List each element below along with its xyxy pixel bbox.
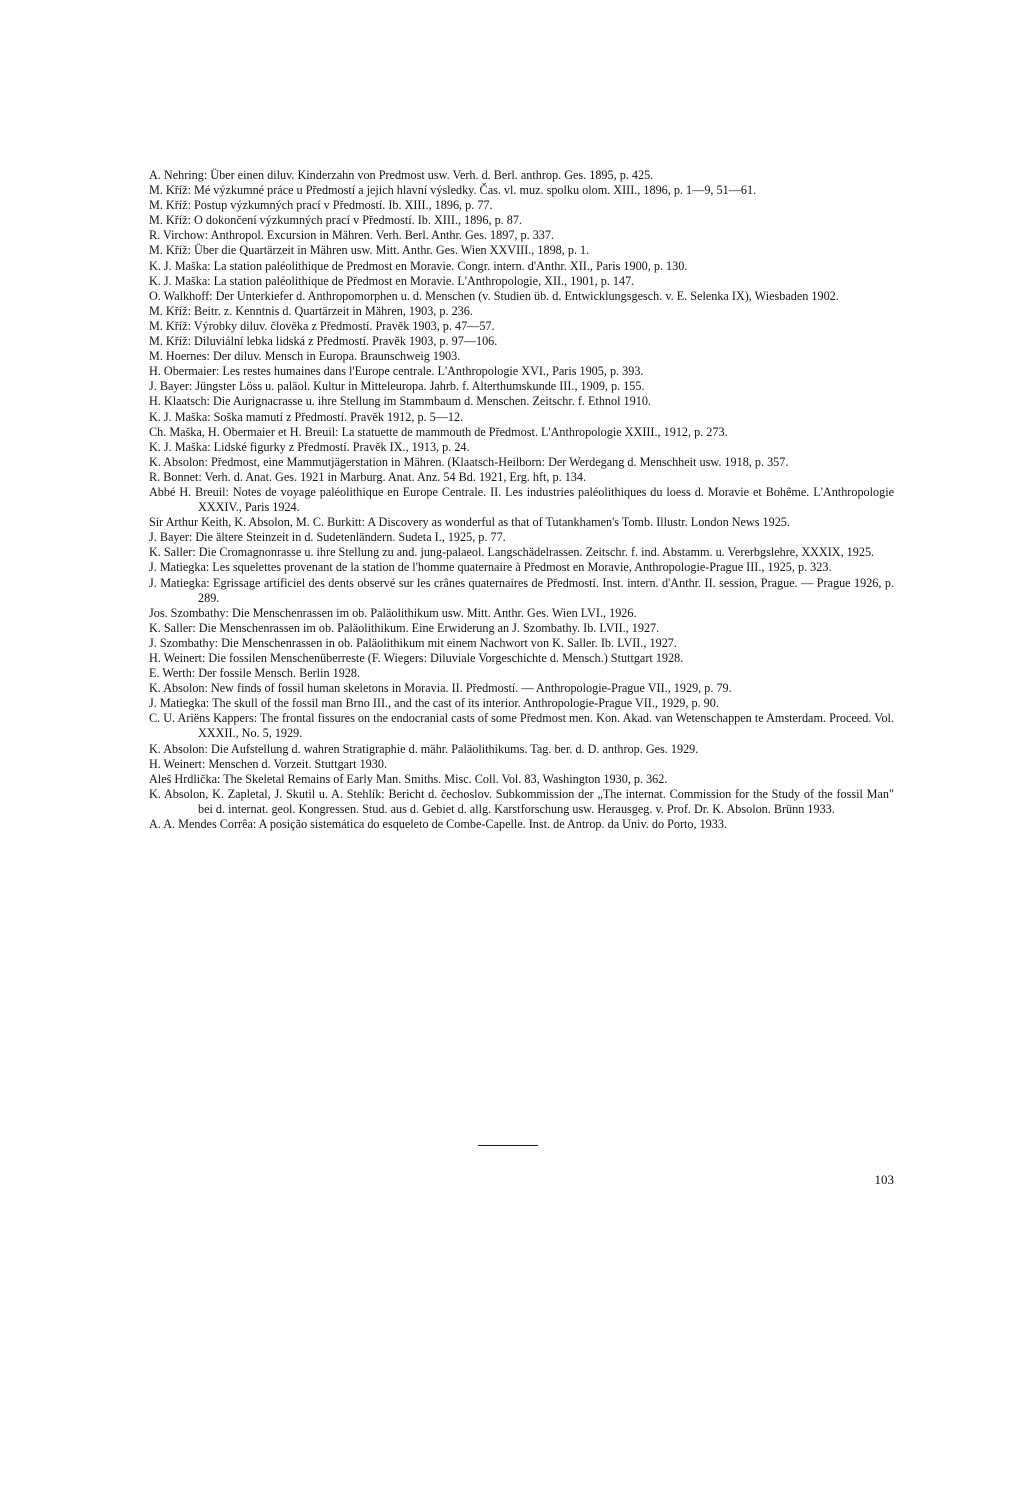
bibliography-entry-text: C. U. Ariëns Kappers: The frontal fissures on the endocranial casts of some Předmost men. Kon. Akad. van Wetenschappen te Amsterdam. Proceed. Vol. XXXII., No. 5, 1929. — [149, 711, 894, 741]
bibliography-entry-text: K. J. Maška: Soška mamutí z Předmostí. Pravěk 1912, p. 5—12. — [149, 409, 464, 424]
bibliography-entry — [149, 425, 894, 440]
bibliography-entry — [149, 349, 894, 364]
bibliography-entry-text: M. Kříž: Mé výzkumné práce u Předmostí a jejich hlavní výsledky. Čas. vl. muz. spolku olom. XIII., 1896, p. 1—9, 51—61. — [149, 183, 757, 198]
bibliography-entry — [149, 681, 894, 696]
bibliography-entry-text: O. Walkhoff: Der Unterkiefer d. Anthropomorphen u. d. Menschen (v. Studien üb. d. Entwicklungsgesch. v. E. Selenka IX), Wiesbaden 1902. — [149, 288, 839, 303]
bibliography-entry — [149, 515, 894, 530]
bibliography-entry-text: K. Saller: Die Menschenrassen im ob. Paläolithikum. Eine Erwiderung an J. Szombathy. Ib. LVII., 1927. — [149, 620, 660, 635]
bibliography-entry-text: J. Matiegka: Les squelettes provenant de la station de l'homme quaternaire à Předmost en Moravie, Anthropologie-Prague III., 1925, p. 323. — [149, 560, 832, 575]
bibliography-entry — [149, 470, 894, 485]
bibliography-entry-text: M. Kříž: O dokončení výzkumných prací v Předmostí. Ib. XIII., 1896, p. 87. — [149, 213, 523, 228]
bibliography-entry-text: K. Absolon: New finds of fossil human skeletons in Moravia. II. Předmostí. — Anthropologie-Prague VII., 1929, p. 79. — [149, 681, 732, 696]
end-rule — [478, 1145, 538, 1146]
bibliography-entry — [149, 364, 894, 379]
bibliography-entry — [149, 183, 894, 198]
bibliography-entry-text: K. Absolon, K. Zapletal, J. Skutil u. A. Stehlík: Bericht d. čechoslov. Subkommission der „The internat. Commission for the Study of the fossil Man" bei d. internat. geol. Kongressen. Stud. aus d. Gebiet d. allg. Karstforschung usw. Herausgeg. v. Prof. Dr. K. Absolon. Brünn 1933. — [149, 786, 894, 816]
bibliography-entry — [149, 410, 894, 425]
bibliography-entry-text: J. Bayer: Jüngster Löss u. paläol. Kultur in Mitteleuropa. Jahrb. f. Alterthumskunde III., 1909, p. 155. — [149, 379, 645, 394]
bibliography-entry-text: M. Kříž: Diluviální lebka lidská z Předmostí. Pravěk 1903, p. 97—106. — [149, 334, 498, 349]
bibliography-entry-text: J. Matiegka: The skull of the fossil man Brno III., and the cast of its interior. Anthropologie-Prague VII., 1929, p. 90. — [149, 696, 719, 711]
bibliography-entry — [149, 274, 894, 289]
bibliography-entry — [149, 289, 894, 304]
bibliography-entry — [149, 545, 894, 560]
bibliography-entry — [149, 394, 894, 409]
bibliography-entry — [149, 259, 894, 274]
bibliography-entry-text: H. Obermaier: Les restes humaines dans l'Europe centrale. L'Anthropologie XVI., Paris 1905, p. 393. — [149, 364, 644, 379]
bibliography-entry-text: Ch. Maška, H. Obermaier et H. Breuil: La statuette de mammouth de Předmost. L'Anthropologie XXIII., 1912, p. 273. — [149, 424, 728, 439]
bibliography-entry — [149, 319, 894, 334]
bibliography-entry-text: H. Weinert: Menschen d. Vorzeit. Stuttgart 1930. — [149, 756, 387, 771]
bibliography-entry-text: H. Klaatsch: Die Aurignacrasse u. ihre Stellung im Stammbaum d. Menschen. Zeitschr. f. Ethnol 1910. — [149, 394, 651, 409]
bibliography-entry-text: R. Bonnet: Verh. d. Anat. Ges. 1921 in Marburg. Anat. Anz. 54 Bd. 1921, Erg. hft, p. 134. — [149, 469, 587, 484]
bibliography-entry-text: Abbé H. Breuil: Notes de voyage paléolithique en Europe Centrale. II. Les industries paléolithiques du loess d. Moravie et Bohême. L'Anthropologie XXXIV., Paris 1924. — [149, 484, 894, 515]
bibliography-entry-text: Sir Arthur Keith, K. Absolon, M. C. Burkitt: A Discovery as wonderful as that of Tutankhamen's Tomb. Illustr. London News 1925. — [149, 515, 790, 530]
bibliography-entry — [149, 621, 894, 636]
bibliography-entry-text: K. J. Maška: La station paléolithique de Předmost en Moravie. L'Anthropologie, XII., 1901, p. 147. — [149, 273, 635, 288]
bibliography-entry — [149, 213, 894, 228]
bibliography-entry-text: M. Hoernes: Der diluv. Mensch in Europa. Braunschweig 1903. — [149, 349, 461, 364]
bibliography-entry — [149, 334, 894, 349]
bibliography-entry — [149, 576, 894, 606]
bibliography-entry-text: M. Kříž: Über die Quartärzeit in Mähren usw. Mitt. Anthr. Ges. Wien XXVIII., 1898, p. 1. — [149, 243, 590, 258]
bibliography-entry — [149, 757, 894, 772]
bibliography-entry-text: R. Virchow: Anthropol. Excursion in Mähren. Verh. Berl. Anthr. Ges. 1897, p. 337. — [149, 228, 555, 243]
bibliography-entry-text: J. Szombathy: Die Menschenrassen in ob. Paläolithikum mit einem Nachwort von K. Saller. Ib. LVII., 1927. — [149, 635, 677, 650]
bibliography-entry — [149, 530, 894, 545]
bibliography-entry-text: K. Absolon: Předmost, eine Mammutjägerstation in Mähren. (Klaatsch-Heilborn: Der Werdegang d. Menschheit usw. 1918, p. 357. — [149, 454, 789, 469]
bibliography-entry-text: M. Kříž: Beitr. z. Kenntnis d. Quartärzeit in Mähren, 1903, p. 236. — [149, 303, 473, 318]
bibliography-entry — [149, 243, 894, 258]
bibliography-entry — [149, 666, 894, 681]
bibliography-entry — [149, 440, 894, 455]
bibliography-entry — [149, 455, 894, 470]
page-number: 103 — [874, 1172, 894, 1187]
bibliography-entry-text: K. J. Maška: Lidské figurky z Předmostí. Pravěk IX., 1913, p. 24. — [149, 439, 470, 454]
bibliography-entry-text: J. Matiegka: Egrissage artificiel des dents observé sur les crânes quaternaires de Předmostí. Inst. intern. d'Anthr. II. session, Prague. — Prague 1926, p. 289. — [149, 575, 894, 605]
bibliography-entry-text: K. Saller: Die Cromagnonrasse u. ihre Stellung zu and. jung-palaeol. Langschädelrassen. Zeitschr. f. ind. Abstamm. u. Vererbgslehre, XXXIX, 1925. — [149, 545, 875, 560]
bibliography-entry-text: M. Kříž: Postup výzkumných prací v Předmostí. Ib. XIII., 1896, p. 77. — [149, 198, 493, 213]
bibliography-entry-text: K. J. Maška: La station paléolithique de Predmost en Moravie. Congr. intern. d'Anthr. XII., Paris 1900, p. 130. — [149, 258, 688, 273]
bibliography-entry — [149, 711, 894, 741]
bibliography-entry — [149, 772, 894, 787]
bibliography-entry — [149, 651, 894, 666]
bibliography-entry — [149, 606, 894, 621]
bibliography-entry — [149, 198, 894, 213]
bibliography-entry — [149, 742, 894, 757]
bibliography-entry — [149, 379, 894, 394]
bibliography-entry — [149, 228, 894, 243]
bibliography-entry-text: Jos. Szombathy: Die Menschenrassen im ob. Paläolithikum usw. Mitt. Anthr. Ges. Wien LVI., 1926. — [149, 605, 637, 620]
bibliography-entry — [149, 485, 894, 515]
bibliography-entry-text: H. Weinert: Die fossilen Menschenüberreste (F. Wiegers: Diluviale Vorgeschichte d. Mensch.) Stuttgart 1928. — [149, 651, 684, 665]
bibliography-entry-text: K. Absolon: Die Aufstellung d. wahren Stratigraphie d. mähr. Paläolithikums. Tag. ber. d. D. anthrop. Ges. 1929. — [149, 741, 699, 756]
bibliography-entry — [149, 304, 894, 319]
bibliography-entry-text: Aleš Hrdlička: The Skeletal Remains of Early Man. Smiths. Misc. Coll. Vol. 83, Washington 1930, p. 362. — [149, 771, 668, 786]
bibliography-entry — [149, 817, 894, 832]
bibliography-list — [149, 168, 894, 832]
bibliography-entry-text: A. Nehring: Über einen diluv. Kinderzahn von Predmost usw. Verh. d. Berl. anthrop. Ges. 1895, p. 425. — [149, 168, 654, 182]
bibliography-entry-text: J. Bayer: Die ältere Steinzeit in d. Sudetenländern. Sudeta I., 1925, p. 77. — [149, 530, 506, 545]
bibliography-entry-text: E. Werth: Der fossile Mensch. Berlin 1928. — [149, 666, 361, 681]
bibliography-entry-text: A. A. Mendes Corrêa: A posição sistemática do esqueleto de Combe-Capelle. Inst. de Antrop. da Univ. do Porto, 1933. — [149, 817, 728, 832]
bibliography-entry — [149, 560, 894, 575]
bibliography-entry — [149, 636, 894, 651]
bibliography-entry — [149, 696, 894, 711]
bibliography-entry — [149, 168, 894, 183]
bibliography-entry-text: M. Kříž: Výrobky diluv. člověka z Předmostí. Pravěk 1903, p. 47—57. — [149, 318, 495, 333]
bibliography-entry — [149, 787, 894, 817]
